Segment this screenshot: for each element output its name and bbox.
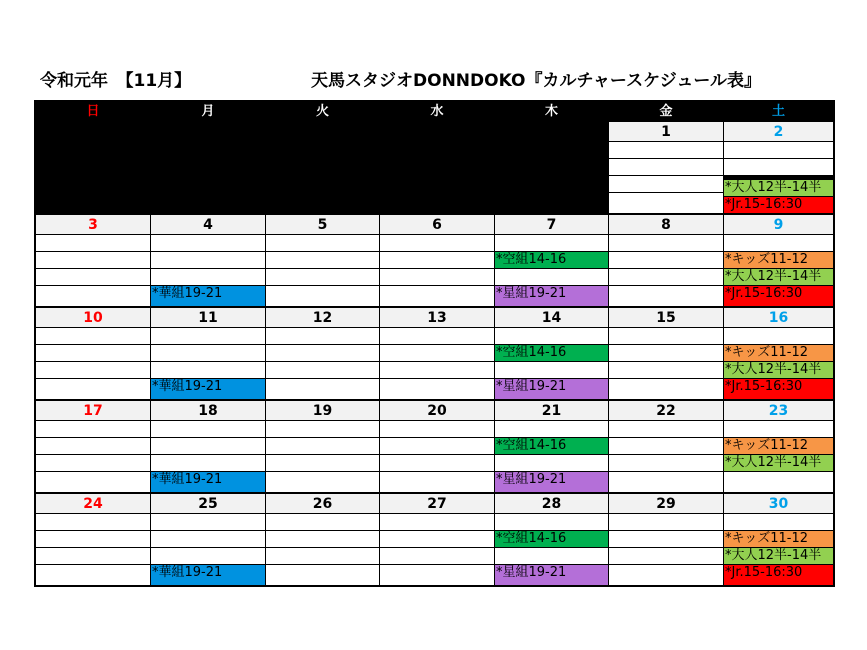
day-number: 7: [495, 215, 608, 235]
schedule-slot: [609, 362, 723, 379]
schedule-slot: [266, 455, 379, 472]
schedule-slot: [36, 455, 150, 472]
schedule-slot: [609, 193, 723, 214]
day-cell: [380, 308, 494, 400]
schedule-slot: [36, 438, 150, 455]
studio-schedule-title: 天馬スタジオDONNDOKO『カルチャースケジュール表』: [311, 71, 762, 91]
schedule-slot: [609, 379, 723, 400]
day-cell: [724, 494, 833, 586]
day-cell: [266, 215, 379, 307]
calendar-table: [34, 100, 835, 587]
schedule-slot: [495, 421, 608, 438]
class-hoshi: *星組19-21: [495, 565, 608, 586]
day-cell: [36, 494, 150, 586]
day-cell: [495, 308, 608, 400]
schedule-slot: [380, 379, 494, 400]
day-number: 16: [724, 308, 833, 328]
day-cell: [266, 308, 379, 400]
week-row-1: [36, 122, 833, 215]
schedule-slot: [380, 345, 494, 362]
calendar-era-month-title: 令和元年 【11月】: [40, 71, 192, 91]
day-number: 3: [36, 215, 150, 235]
day-cell: [495, 494, 608, 586]
day-number: 5: [266, 215, 379, 235]
class-jr: *Jr.15-16:30: [724, 286, 833, 307]
day-number: 12: [266, 308, 379, 328]
schedule-slot: [609, 548, 723, 565]
day-cell: [151, 215, 265, 307]
class-kids: *キッズ11-12: [724, 345, 833, 362]
schedule-slot: [36, 421, 150, 438]
schedule-slot: [266, 472, 379, 493]
schedule-slot: [266, 438, 379, 455]
week-row-5: [36, 494, 833, 587]
day-cell: [495, 401, 608, 493]
day-cell: [609, 215, 723, 307]
day-cell: [380, 215, 494, 307]
weekday-fri: 金: [659, 104, 673, 119]
day-number: 18: [151, 401, 265, 421]
week-row-2: [36, 215, 833, 308]
class-sora: *空組14-16: [495, 531, 608, 548]
schedule-slot: [36, 379, 150, 400]
day-cell: [724, 308, 833, 400]
day-cell-fri: [609, 122, 723, 214]
day-number: 11: [151, 308, 265, 328]
day-cell: [266, 494, 379, 586]
day-cell: [724, 401, 833, 493]
day-number: 6: [380, 215, 494, 235]
schedule-slot: [380, 286, 494, 307]
class-kids: *キッズ11-12: [724, 438, 833, 455]
day-number: 27: [380, 494, 494, 514]
schedule-slot: [151, 455, 265, 472]
schedule-slot: [609, 235, 723, 252]
schedule-slot: [151, 421, 265, 438]
schedule-slot: [724, 421, 833, 438]
class-hana: *華組19-21: [151, 472, 265, 493]
day-cell: [609, 308, 723, 400]
schedule-slot: [724, 235, 833, 252]
day-cell: [266, 401, 379, 493]
class-jr: *Jr.15-16:30: [724, 197, 833, 214]
schedule-slot: [380, 472, 494, 493]
class-kids: *キッズ11-12: [724, 531, 833, 548]
day-number: 10: [36, 308, 150, 328]
schedule-slot: [151, 328, 265, 345]
schedule-slot: [380, 565, 494, 586]
schedule-slot: [724, 514, 833, 531]
class-hoshi: *星組19-21: [495, 472, 608, 493]
schedule-slot: [36, 548, 150, 565]
day-cell: [151, 401, 265, 493]
schedule-slot: [380, 548, 494, 565]
day-number: 9: [724, 215, 833, 235]
weekday-sat: 土: [771, 104, 785, 119]
week-row-4: [36, 401, 833, 494]
weekday-sun: 日: [86, 104, 100, 119]
day-cell: [380, 401, 494, 493]
schedule-slot: [36, 362, 150, 379]
schedule-slot: [609, 269, 723, 286]
schedule-slot: [36, 514, 150, 531]
day-cell: [609, 494, 723, 586]
weekday-wed: 水: [430, 104, 444, 119]
day-cell: [151, 494, 265, 586]
schedule-slot: [36, 531, 150, 548]
schedule-slot: [495, 328, 608, 345]
day-number: 25: [151, 494, 265, 514]
day-number: 26: [266, 494, 379, 514]
day-number: 1: [609, 122, 723, 142]
schedule-slot: [266, 345, 379, 362]
day-cell: [36, 308, 150, 400]
schedule-slot: [609, 345, 723, 362]
weekday-header-row: [36, 102, 833, 122]
schedule-slot: [609, 328, 723, 345]
schedule-slot: [36, 472, 150, 493]
schedule-slot: [609, 252, 723, 269]
schedule-slot: [151, 269, 265, 286]
day-number: 29: [609, 494, 723, 514]
schedule-slot: [266, 235, 379, 252]
class-sora: *空組14-16: [495, 438, 608, 455]
schedule-slot: [609, 565, 723, 586]
day-number: 21: [495, 401, 608, 421]
schedule-slot: [266, 531, 379, 548]
day-cell: [36, 401, 150, 493]
class-sora: *空組14-16: [495, 252, 608, 269]
schedule-slot: [36, 345, 150, 362]
schedule-slot: [266, 269, 379, 286]
schedule-slot: [724, 159, 833, 176]
schedule-slot: [266, 514, 379, 531]
schedule-slot: [36, 269, 150, 286]
schedule-slot: [36, 286, 150, 307]
schedule-slot: [266, 286, 379, 307]
schedule-slot: [380, 252, 494, 269]
class-hana: *華組19-21: [151, 379, 265, 400]
schedule-slot: [151, 345, 265, 362]
day-cell-sat: [724, 122, 833, 214]
day-number: 4: [151, 215, 265, 235]
schedule-slot: [609, 514, 723, 531]
schedule-slot: [609, 142, 723, 159]
day-cell: [724, 215, 833, 307]
schedule-slot: [609, 286, 723, 307]
schedule-slot: [266, 565, 379, 586]
schedule-slot: [36, 328, 150, 345]
schedule-slot: [36, 235, 150, 252]
schedule-slot: [609, 159, 723, 176]
schedule-slot: [151, 235, 265, 252]
day-number: 19: [266, 401, 379, 421]
schedule-slot: [380, 269, 494, 286]
class-otona: *大人12半-14半: [724, 455, 833, 472]
schedule-slot: [495, 269, 608, 286]
schedule-slot: [266, 379, 379, 400]
class-kids: *キッズ11-12: [724, 252, 833, 269]
schedule-slot: [609, 421, 723, 438]
schedule-slot: [724, 472, 833, 493]
day-cell: [609, 401, 723, 493]
schedule-slot: [380, 235, 494, 252]
schedule-slot: [36, 252, 150, 269]
schedule-slot: [609, 472, 723, 493]
class-otona: *大人12半-14半: [724, 269, 833, 286]
class-hana: *華組19-21: [151, 565, 265, 586]
class-jr: *Jr.15-16:30: [724, 379, 833, 400]
schedule-slot: [724, 328, 833, 345]
day-number: 20: [380, 401, 494, 421]
schedule-slot: [380, 328, 494, 345]
day-number: 22: [609, 401, 723, 421]
schedule-slot: [151, 531, 265, 548]
schedule-slot: [380, 438, 494, 455]
schedule-slot: [266, 548, 379, 565]
schedule-slot: [380, 514, 494, 531]
class-sora: *空組14-16: [495, 345, 608, 362]
schedule-slot: [380, 421, 494, 438]
class-otona: *大人12半-14半: [724, 362, 833, 379]
schedule-slot: [380, 531, 494, 548]
schedule-slot: [495, 362, 608, 379]
day-number: 17: [36, 401, 150, 421]
day-cell: [151, 308, 265, 400]
class-otona: *大人12半-14半: [724, 180, 833, 197]
day-number: 24: [36, 494, 150, 514]
schedule-slot: [609, 531, 723, 548]
day-number: 30: [724, 494, 833, 514]
schedule-slot: [151, 548, 265, 565]
weekday-tue: 火: [315, 104, 329, 119]
class-jr: *Jr.15-16:30: [724, 565, 833, 586]
class-otona: *大人12半-14半: [724, 548, 833, 565]
schedule-slot: [495, 235, 608, 252]
schedule-slot: [266, 252, 379, 269]
schedule-slot: [609, 176, 723, 193]
schedule-slot: [151, 362, 265, 379]
class-hoshi: *星組19-21: [495, 286, 608, 307]
schedule-slot: [151, 252, 265, 269]
day-cell: [495, 215, 608, 307]
schedule-slot: [380, 455, 494, 472]
class-hoshi: *星組19-21: [495, 379, 608, 400]
schedule-slot: [266, 421, 379, 438]
schedule-slot: [266, 328, 379, 345]
schedule-slot: [151, 438, 265, 455]
schedule-slot: [266, 362, 379, 379]
day-number: 2: [724, 122, 833, 142]
day-number: 23: [724, 401, 833, 421]
class-hana: *華組19-21: [151, 286, 265, 307]
schedule-slot: [724, 142, 833, 159]
schedule-slot: [609, 455, 723, 472]
schedule-slot: [380, 362, 494, 379]
schedule-slot: [36, 565, 150, 586]
weekday-mon: 月: [201, 104, 215, 119]
schedule-slot: [609, 438, 723, 455]
schedule-slot: [495, 514, 608, 531]
week-row-3: [36, 308, 833, 401]
schedule-slot: [495, 548, 608, 565]
day-number: 28: [495, 494, 608, 514]
day-number: 14: [495, 308, 608, 328]
day-cell: [380, 494, 494, 586]
schedule-slot: [495, 455, 608, 472]
weekday-thu: 木: [544, 104, 558, 119]
schedule-slot: [151, 514, 265, 531]
day-number: 15: [609, 308, 723, 328]
day-number: 8: [609, 215, 723, 235]
day-cell: [36, 215, 150, 307]
day-number: 13: [380, 308, 494, 328]
